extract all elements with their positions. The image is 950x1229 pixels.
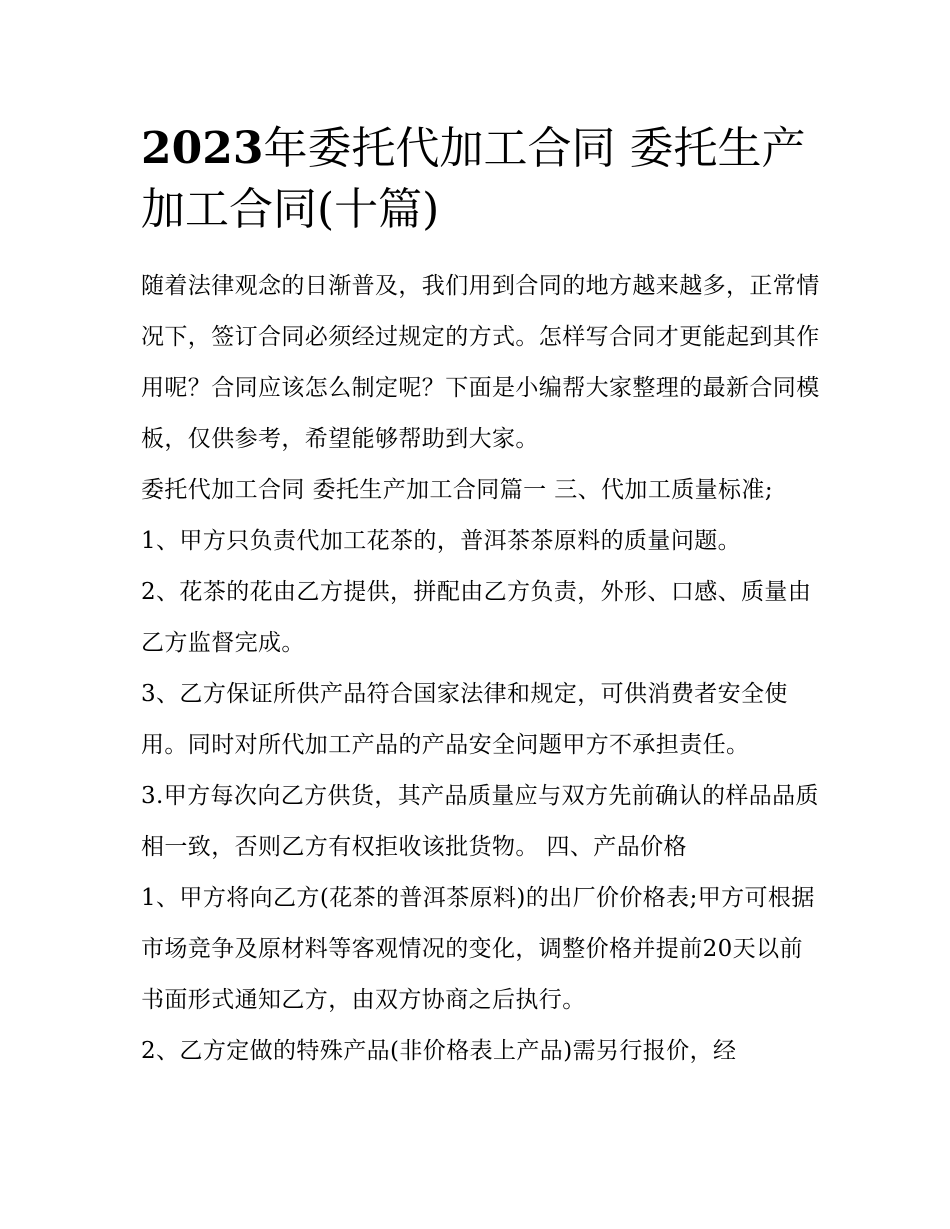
title-year: 2023 — [141, 123, 264, 174]
paragraph-item: 1、甲方只负责代加工花茶的，普洱茶茶原料的质量问题。 — [141, 528, 742, 554]
paragraph-intro: 随着法律观念的日渐普及，我们用到合同的地方越来越多，正常情况下，签订合同必须经过规定的方式。怎样写合同才更能起到其作用呢？合同应该怎么制定呢？下面是小编帮大家整理的最新合同模板，仅供参考，希望能够帮助到大家。 — [141, 273, 820, 452]
paragraph-item: 2、乙方定做的特殊产品(非价格表上产品)需另行报价，经 — [141, 1038, 737, 1064]
paragraph-item: 3、乙方保证所供产品符合国家法律和规定，可供消费者安全使用。同时对所代加工产品的产品安全问题甲方不承担责任。 — [141, 681, 788, 758]
paragraph-section-heading: 委托代加工合同 委托生产加工合同篇一 三、代加工质量标准; — [141, 477, 773, 503]
paragraph-item: 1、甲方将向乙方(花茶的普洱茶原料)的出厂价价格表;甲方可根据市场竞争及原材料等客观情况的变化，调整价格并提前20天以前书面形式通知乙方，由双方协商之后执行。 — [141, 885, 815, 1013]
document-page — [141, 118, 821, 1077]
paragraph-item: 3.甲方每次向乙方供货，其产品质量应与双方先前确认的样品品质相一致，否则乙方有权拒收该批货物。 四、产品价格 — [141, 783, 819, 860]
document-title — [141, 118, 821, 240]
title-text: 年委托代加工合同 委托生产加工合同(十篇) — [141, 123, 806, 235]
document-body — [141, 261, 821, 1077]
paragraph-item: 2、花茶的花由乙方提供，拼配由乙方负责，外形、口感、质量由乙方监督完成。 — [141, 579, 812, 656]
